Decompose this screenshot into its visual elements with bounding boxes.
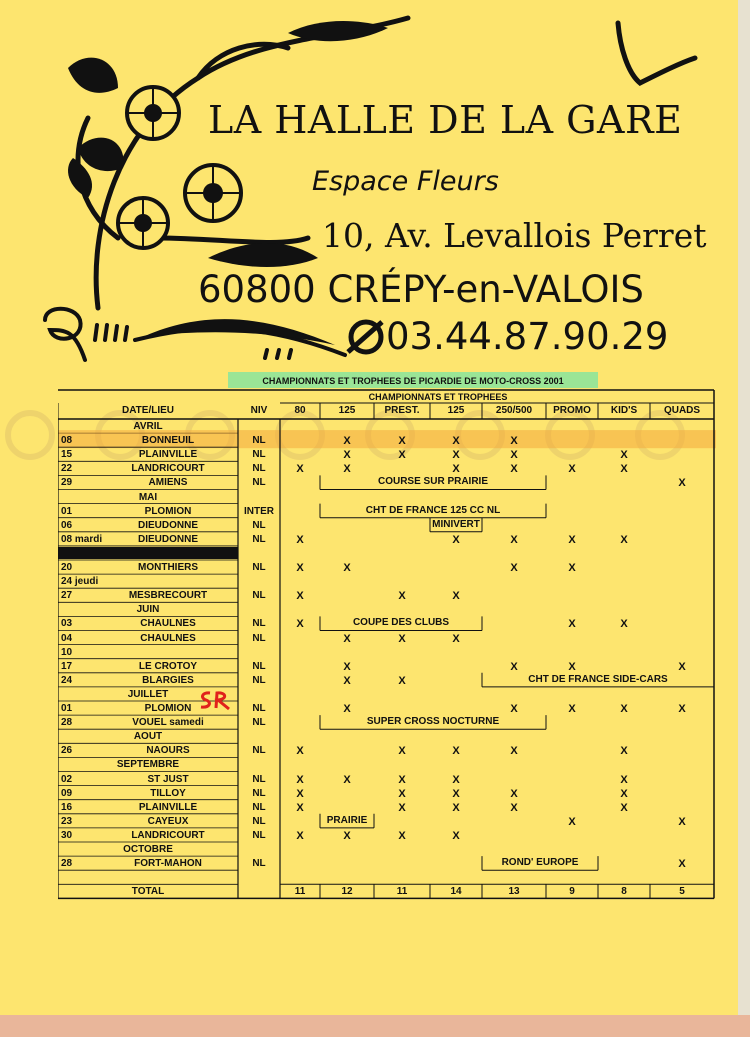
- entry-mark: X: [296, 745, 304, 758]
- row-place: BLARGIES: [142, 674, 194, 686]
- row-level: NL: [252, 815, 266, 827]
- entry-mark: X: [452, 533, 460, 546]
- total-value-4: 13: [508, 886, 520, 898]
- row-day: 17: [61, 660, 73, 672]
- row-span-label: ROND' EUROPE: [501, 857, 579, 869]
- entry-mark: X: [568, 463, 576, 476]
- entry-mark: X: [510, 449, 518, 462]
- entry-mark: X: [678, 660, 686, 673]
- entry-mark: X: [452, 435, 460, 448]
- entry-mark: X: [296, 618, 304, 631]
- row-place: MONTHIERS: [138, 562, 198, 573]
- row-span-label: MINIVERT: [432, 518, 480, 530]
- entry-mark: X: [452, 590, 460, 603]
- row-span-label: CHT DE FRANCE 125 CC NL: [365, 504, 501, 516]
- entry-mark: X: [620, 703, 628, 715]
- entry-mark: X: [620, 745, 628, 758]
- shop-phone: [342, 315, 668, 358]
- paper-edge: [0, 1015, 750, 1037]
- entry-mark: X: [343, 632, 351, 645]
- total-value-0: 11: [294, 886, 306, 898]
- row-day: 08 mardi: [61, 533, 103, 545]
- row-place: LE CROTOY: [138, 660, 198, 672]
- row-place: DIEUDONNE: [137, 533, 198, 545]
- row-day: 08: [61, 435, 73, 447]
- phone-icon: [342, 318, 384, 356]
- row-place: ST JUST: [147, 773, 189, 785]
- entry-mark: X: [620, 463, 628, 476]
- row-level: NL: [252, 463, 266, 475]
- total-value-5: 9: [569, 886, 575, 898]
- row-level: NL: [252, 533, 266, 545]
- row-day: 28: [61, 858, 73, 870]
- column-header-2: 80: [294, 405, 306, 416]
- entry-mark: X: [678, 858, 686, 871]
- entry-mark: X: [296, 787, 304, 800]
- row-level: NL: [252, 787, 266, 799]
- entry-mark: X: [678, 477, 686, 490]
- entry-mark: X: [510, 703, 518, 715]
- entry-mark: X: [343, 660, 351, 673]
- entry-mark: X: [398, 773, 406, 786]
- row-day: 29: [61, 477, 73, 489]
- row-day: 28: [61, 717, 73, 729]
- row-day: 09: [61, 787, 73, 799]
- total-value-2: 11: [396, 886, 408, 898]
- total-label: TOTAL: [131, 886, 165, 898]
- entry-mark: X: [510, 660, 518, 673]
- row-span-label: CHT DE FRANCE SIDE-CARS: [528, 673, 668, 685]
- entry-mark: X: [620, 787, 628, 800]
- row-level: NL: [252, 632, 266, 644]
- shop-address: 10, Av. Levallois Perret: [322, 216, 707, 255]
- entry-mark: X: [343, 449, 351, 462]
- row-place: PLOMION: [144, 703, 192, 714]
- row-place: PLOMION: [144, 505, 192, 517]
- entry-mark: X: [343, 562, 351, 574]
- column-header-6: 250/500: [495, 405, 533, 416]
- row-day: 30: [61, 829, 73, 841]
- entry-mark: X: [510, 801, 518, 814]
- entry-mark: X: [398, 590, 406, 603]
- month-label: JUIN: [136, 604, 160, 616]
- check-mark-icon: [610, 18, 700, 93]
- entry-mark: X: [452, 745, 460, 758]
- row-place: CHAULNES: [140, 632, 196, 644]
- row-level: INTER: [244, 505, 274, 517]
- entry-mark: X: [568, 660, 576, 673]
- entry-mark: X: [620, 533, 628, 546]
- row-place: FORT-MAHON: [134, 858, 202, 870]
- month-label: JUILLET: [127, 688, 169, 700]
- month-label: SEPTEMBRE: [116, 759, 180, 771]
- column-header-5: 125: [447, 405, 465, 416]
- column-header-1: NIV: [250, 405, 268, 416]
- row-place: DIEUDONNE: [137, 519, 198, 531]
- group-header: CHAMPIONNATS ET TROPHEES: [368, 392, 508, 402]
- entry-mark: X: [510, 562, 518, 574]
- entry-mark: X: [510, 745, 518, 758]
- total-value-1: 12: [341, 886, 353, 898]
- row-level: NL: [252, 674, 266, 686]
- entry-mark: X: [398, 801, 406, 814]
- row-level: NL: [252, 829, 266, 841]
- row-day: 22: [61, 463, 73, 475]
- row-place: BONNEUIL: [141, 435, 195, 447]
- entry-mark: X: [343, 773, 351, 786]
- row-level: NL: [252, 745, 266, 757]
- entry-mark: X: [678, 703, 686, 715]
- row-day: 23: [61, 815, 73, 827]
- entry-mark: X: [296, 773, 304, 786]
- entry-mark: X: [568, 562, 576, 574]
- phone-number: 03.44.87.90.29: [386, 315, 669, 358]
- row-span-label: PRAIRIE: [326, 814, 368, 826]
- entry-mark: X: [452, 787, 460, 800]
- row-level: NL: [252, 618, 266, 630]
- entry-mark: X: [398, 449, 406, 462]
- paper-edge-right: [738, 0, 750, 1015]
- row-level: NL: [252, 717, 266, 729]
- entry-mark: X: [620, 449, 628, 462]
- row-day: 15: [61, 449, 73, 461]
- row-day: 24 jeudi: [61, 576, 99, 588]
- entry-mark: X: [510, 533, 518, 546]
- row-day: 26: [61, 745, 73, 757]
- row-day: 01: [61, 505, 73, 517]
- row-day: 10: [61, 646, 73, 658]
- entry-mark: X: [568, 703, 576, 715]
- entry-mark: X: [510, 787, 518, 800]
- entry-mark: X: [296, 590, 304, 603]
- table-title: CHAMPIONNATS ET TROPHEES DE PICARDIE DE MOTO-CROSS 2001: [262, 376, 564, 386]
- entry-mark: X: [620, 773, 628, 786]
- column-header-3: 125: [338, 405, 356, 416]
- row-day: 02: [61, 773, 73, 785]
- row-level: NL: [252, 590, 266, 602]
- entry-mark: X: [568, 815, 576, 828]
- entry-mark: X: [398, 745, 406, 758]
- row-day: 01: [61, 703, 73, 714]
- total-value-7: 5: [679, 886, 685, 898]
- entry-mark: X: [620, 801, 628, 814]
- column-header-8: KID'S: [610, 405, 638, 416]
- entry-mark: X: [398, 787, 406, 800]
- row-place: LANDRICOURT: [131, 829, 205, 841]
- row-day: 03: [61, 618, 73, 630]
- race-calendar-table: [58, 372, 716, 952]
- entry-mark: X: [343, 674, 351, 687]
- row-level: NL: [252, 773, 266, 785]
- row-day: 27: [61, 590, 73, 602]
- entry-mark: X: [452, 463, 460, 476]
- row-level: NL: [252, 435, 266, 447]
- entry-mark: X: [296, 829, 304, 842]
- entry-mark: X: [343, 829, 351, 842]
- black-bar-row: [58, 547, 238, 559]
- row-level: NL: [252, 660, 266, 672]
- total-value-3: 14: [450, 886, 462, 898]
- entry-mark: X: [620, 618, 628, 631]
- entry-mark: X: [343, 463, 351, 476]
- column-header-4: PREST.: [384, 405, 420, 416]
- entry-mark: X: [678, 815, 686, 828]
- month-label: OCTOBRE: [123, 844, 173, 855]
- row-place: LANDRICOURT: [131, 463, 205, 475]
- entry-mark: X: [510, 435, 518, 448]
- entry-mark: X: [398, 829, 406, 842]
- row-level: NL: [252, 519, 266, 531]
- entry-mark: X: [398, 674, 406, 687]
- row-day: 24: [61, 674, 73, 686]
- row-place: MESBRECOURT: [128, 590, 208, 602]
- row-place: VOUEL samedi: [132, 717, 204, 729]
- entry-mark: X: [343, 703, 351, 715]
- entry-mark: X: [452, 801, 460, 814]
- column-header-0: DATE/LIEU: [121, 405, 175, 416]
- row-span-label: COURSE SUR PRAIRIE: [377, 476, 488, 488]
- shop-subtitle: Espace Fleurs: [312, 166, 499, 197]
- row-level: NL: [252, 449, 266, 461]
- entry-mark: X: [452, 829, 460, 842]
- shop-title: LA HALLE DE LA GARE: [208, 98, 683, 142]
- row-day: 06: [61, 519, 73, 531]
- row-span-label: COUPE DES CLUBS: [352, 617, 450, 629]
- entry-mark: X: [296, 562, 304, 574]
- row-level: NL: [252, 477, 266, 489]
- entry-mark: X: [568, 533, 576, 546]
- column-header-9: QUADS: [663, 405, 701, 416]
- entry-mark: X: [398, 435, 406, 448]
- row-day: 16: [61, 801, 73, 813]
- row-place: TILLOY: [150, 787, 186, 799]
- total-value-6: 8: [621, 886, 627, 898]
- entry-mark: X: [452, 449, 460, 462]
- row-place: CAYEUX: [147, 815, 189, 827]
- row-level: NL: [252, 858, 266, 870]
- row-place: AMIENS: [148, 477, 188, 489]
- column-header-7: PROMO: [553, 405, 591, 416]
- row-level: NL: [252, 703, 266, 714]
- entry-mark: X: [452, 773, 460, 786]
- row-place: PLAINVILLE: [138, 801, 198, 813]
- entry-mark: X: [568, 618, 576, 631]
- entry-mark: X: [510, 463, 518, 476]
- entry-mark: X: [452, 632, 460, 645]
- month-label: AOUT: [133, 731, 163, 743]
- month-label: AVRIL: [133, 421, 163, 432]
- shop-city: 60800 CRÉPY-en-VALOIS: [198, 268, 644, 311]
- entry-mark: X: [343, 435, 351, 448]
- row-day: 04: [61, 632, 73, 644]
- row-span-label: SUPER CROSS NOCTURNE: [366, 716, 500, 728]
- row-place: CHAULNES: [140, 618, 196, 630]
- row-day: 20: [61, 562, 73, 573]
- row-place: NAOURS: [146, 745, 190, 757]
- entry-mark: X: [296, 463, 304, 476]
- entry-mark: X: [398, 632, 406, 645]
- month-label: MAI: [138, 491, 158, 503]
- entry-mark: X: [296, 533, 304, 546]
- row-place: PLAINVILLE: [138, 449, 198, 461]
- row-level: NL: [252, 562, 266, 573]
- entry-mark: X: [296, 801, 304, 814]
- row-level: NL: [252, 801, 266, 813]
- handwritten-sr-note-icon: [198, 690, 232, 712]
